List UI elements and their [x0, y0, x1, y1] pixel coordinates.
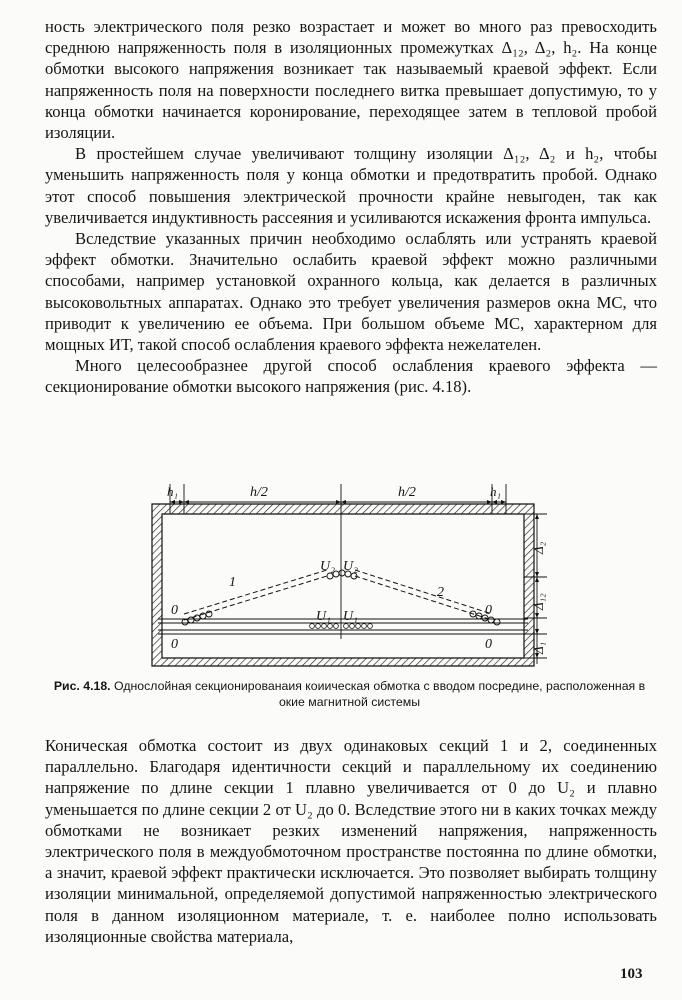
paragraph-conical-winding: Коническая обмотка состоит из двух одинаковых секций 1 и 2, соединенных параллельно. Благодаря идентичности секций и параллельному их соединению напряжение по длине секции 1 плавно увеличивается от 0 до U₂ и плавно уменьшается по длине секции 2 от U₂ до 0. Вследствие этого ни в каких точках между обмотками не возникает резких изменений напряжения, напряженность электрического поля в междуобмоточном пространстве постоянна по длине обмотки, а значит, краевой эффект практически исключается. Это позволяет выбирать толщину изоляции минимальной, определяемой допустимой напряженностью электрического поля в данном изоляционном материале, т. е. наиболее полно использовать изоляционные свойства материала, — [45, 736, 657, 946]
label-delta-1: Δ₁ — [531, 641, 546, 654]
label-u2-right: U₂ — [343, 559, 358, 574]
label-zero-left-bottom: 0 — [171, 637, 178, 652]
label-u1-left: U₁ — [316, 609, 331, 624]
body-text-bottom — [45, 735, 657, 947]
label-section-2: 2 — [437, 585, 444, 600]
dimension-chain-top — [170, 484, 506, 566]
label-u2-left: U₂ — [320, 559, 335, 574]
label-zero-left-top: 0 — [171, 603, 178, 618]
paragraph-edge-effect: Вследствие указанных причин необходимо ослаблять или устранять краевой эффект обмотки. Значительно ослабить краевой эффект можно различными способами, например установкой охранного кольца, как делается в различных высоковольтных аппаратах. Однако это требует увеличения размеров окна МС, что приводит к увеличению ее объема. При большом объеме МС, характерном для мощных ИТ, такой способ ослабления краевого эффекта нежелателен. — [45, 229, 657, 355]
label-h1-right: h₁ — [490, 484, 502, 499]
label-h-half-right: h/2 — [398, 485, 416, 500]
figure-4-18-diagram — [140, 474, 560, 674]
label-u1-right: U₁ — [343, 609, 358, 624]
page-number: 103 — [620, 966, 643, 982]
label-h1-left: h₁ — [167, 484, 179, 499]
label-delta-2: Δ₂ — [531, 541, 546, 554]
label-zero-right-bottom: 0 — [485, 637, 492, 652]
label-delta-12: Δ₁₂ — [531, 593, 546, 610]
label-h-half-left: h/2 — [250, 485, 268, 500]
caption-label: Рис. 4.18. — [53, 679, 111, 693]
paragraph-insulation-thickness: В простейшем случае увеличивают толщину изоляции Δ₁₂, Δ₂ и h₂, чтобы уменьшить напряженность поля у конца обмотки и предотвратить пробой. Однако этот способ повышения электрической прочности крайне невыгоден, так как увеличивается индуктивность рассеяния и усиливаются искажения фронта импульса. — [45, 144, 657, 227]
label-section-1: 1 — [229, 575, 236, 590]
paragraph-continued: ность электрического поля резко возрастает и может во много раз превосходить среднюю напряженность поля в изоляционных промежутках Δ₁₂, Δ₂, h₂. На конце обмотки высокого напряжения возникает так называемый краевой эффект. Если напряженность поля на поверхности последнего витка превышает допустимую, то у конца обмотки начинается коронирование, переходящее затем в тепловой пробой изоляции. — [45, 17, 657, 143]
caption-text: Однослойная секционированаия коиическая обмотка с вводом посредине, расположенная в окие магнитной системы — [114, 679, 646, 709]
body-text-top — [45, 16, 657, 398]
label-zero-right-top: 0 — [485, 603, 492, 618]
figure-caption — [42, 678, 657, 710]
paragraph-sectioning: Много целесообразнее другой способ ослабления краевого эффекта — секционирование обмотки высокого напряжения (рис. 4.18). — [45, 356, 657, 397]
core-frame — [152, 504, 534, 666]
